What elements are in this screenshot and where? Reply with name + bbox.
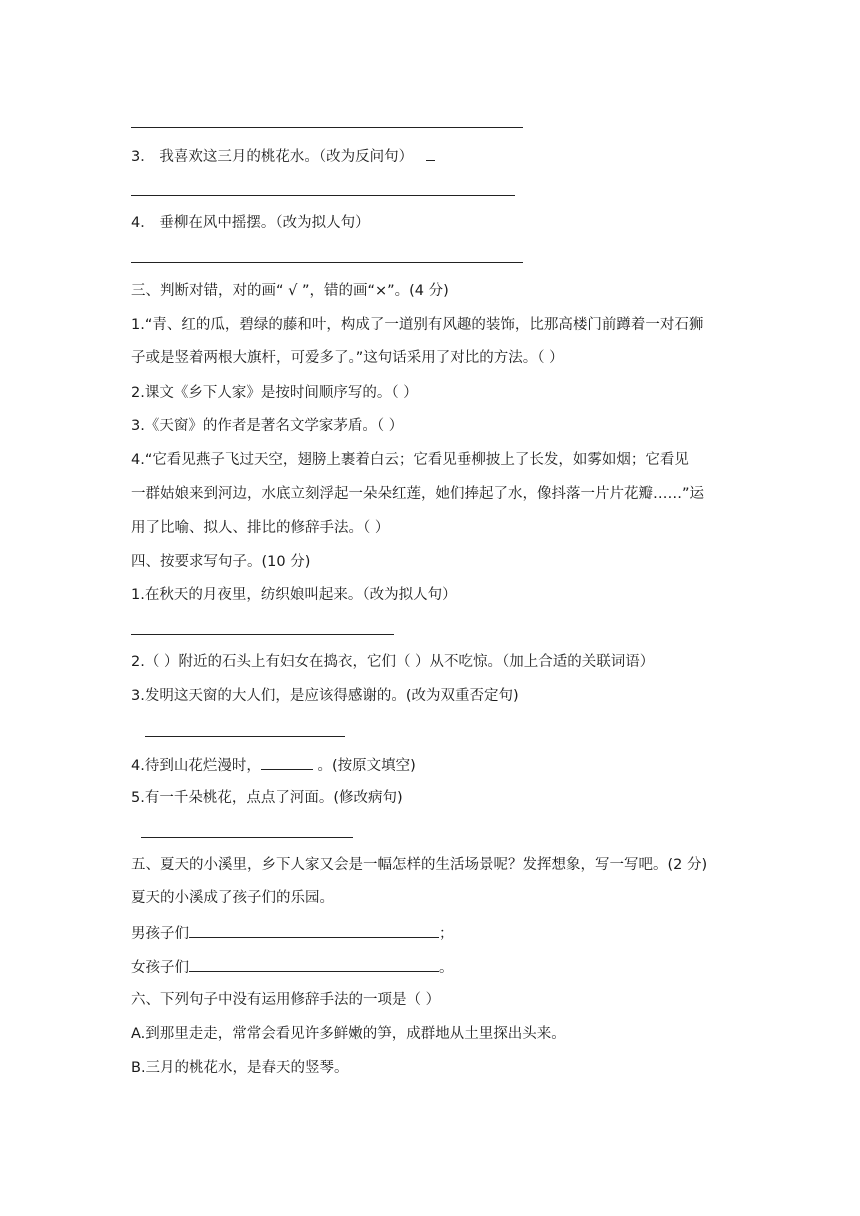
girls-line xyxy=(131,956,454,978)
sentence-item-3: 3.发明这天窗的大人们，是应该得感谢的。(改为双重否定句) xyxy=(131,688,519,704)
answer-line[interactable] xyxy=(131,262,523,263)
question-text: 3． 我喜欢这三月的桃花水。（改为反问句） xyxy=(131,149,414,165)
answer-line[interactable] xyxy=(131,634,394,635)
sentence-item-5: 5.有一千朵桃花，点点了河面。(修改病句) xyxy=(131,790,403,806)
judge-item-4-line-1: 4.“它看见燕子飞过天空，翅膀上裹着白云；它看见垂柳披上了长发，如雾如烟；它看见 xyxy=(131,452,689,468)
judge-item-4-line-2: 一群姑娘来到河边，水底立刻浮起一朵朵红莲，她们捧起了水，像抖落一片片花瓣……”运 xyxy=(131,486,705,502)
fill-blank[interactable] xyxy=(261,754,313,770)
section-5-heading: 五、夏天的小溪里，乡下人家又会是一幅怎样的生活场景呢？发挥想象，写一写吧。(2 分) xyxy=(131,857,708,873)
question-3 xyxy=(131,145,435,167)
section-3-heading: 三、判断对错，对的画“ √ ”，错的画“×”。(4 分) xyxy=(131,283,449,299)
answer-line[interactable] xyxy=(131,195,515,196)
option-a[interactable]: A.到那里走走，常常会看见许多鲜嫩的笋，成群地从土里探出头来。 xyxy=(131,1026,566,1042)
girls-blank[interactable] xyxy=(189,956,439,972)
question-4: 4． 垂柳在风中摇摆。（改为拟人句） xyxy=(131,215,370,231)
option-b[interactable]: B.三月的桃花水，是春天的竖琴。 xyxy=(131,1060,349,1076)
girls-end: 。 xyxy=(439,960,454,976)
fill-prefix: 4.待到山花烂漫时， xyxy=(131,758,261,774)
judge-item-1-line-1: 1.“青、红的瓜，碧绿的藤和叶，构成了一道别有风趣的装饰，比那高楼门前蹲着一对石狮 xyxy=(131,317,704,333)
judge-item-4-line-3: 用了比喻、拟人、排比的修辞手法。（ ） xyxy=(131,520,390,536)
answer-line[interactable] xyxy=(141,837,353,838)
answer-line[interactable] xyxy=(131,127,523,128)
girls-label: 女孩子们 xyxy=(131,960,189,976)
judge-item-3: 3.《天窗》的作者是著名文学家茅盾。（ ） xyxy=(131,418,404,434)
sentence-item-4 xyxy=(131,754,416,776)
answer-line[interactable] xyxy=(145,736,345,737)
section-5-intro: 夏天的小溪成了孩子们的乐园。 xyxy=(131,890,334,906)
judge-item-1-line-2: 子或是竖着两根大旗杆，可爱多了。”这句话采用了对比的方法。（ ） xyxy=(131,350,564,366)
section-4-heading: 四、按要求写句子。(10 分) xyxy=(131,554,311,570)
sentence-item-1: 1.在秋天的月夜里，纺织娘叫起来。（改为拟人句） xyxy=(131,587,457,603)
answer-blank[interactable] xyxy=(426,145,435,161)
boys-label: 男孩子们 xyxy=(131,926,189,942)
fill-suffix: 。(按原文填空) xyxy=(312,758,416,774)
boys-end: ； xyxy=(439,926,454,942)
section-6-heading: 六、下列句子中没有运用修辞手法的一项是（ ） xyxy=(131,992,441,1008)
sentence-item-2: 2.（ ）附近的石头上有妇女在捣衣，它们（ ）从不吃惊。（加上合适的关联词语） xyxy=(131,654,655,670)
judge-item-2: 2.课文《乡下人家》是按时间顺序写的。（ ） xyxy=(131,385,418,401)
boys-blank[interactable] xyxy=(189,922,439,938)
boys-line xyxy=(131,922,454,944)
